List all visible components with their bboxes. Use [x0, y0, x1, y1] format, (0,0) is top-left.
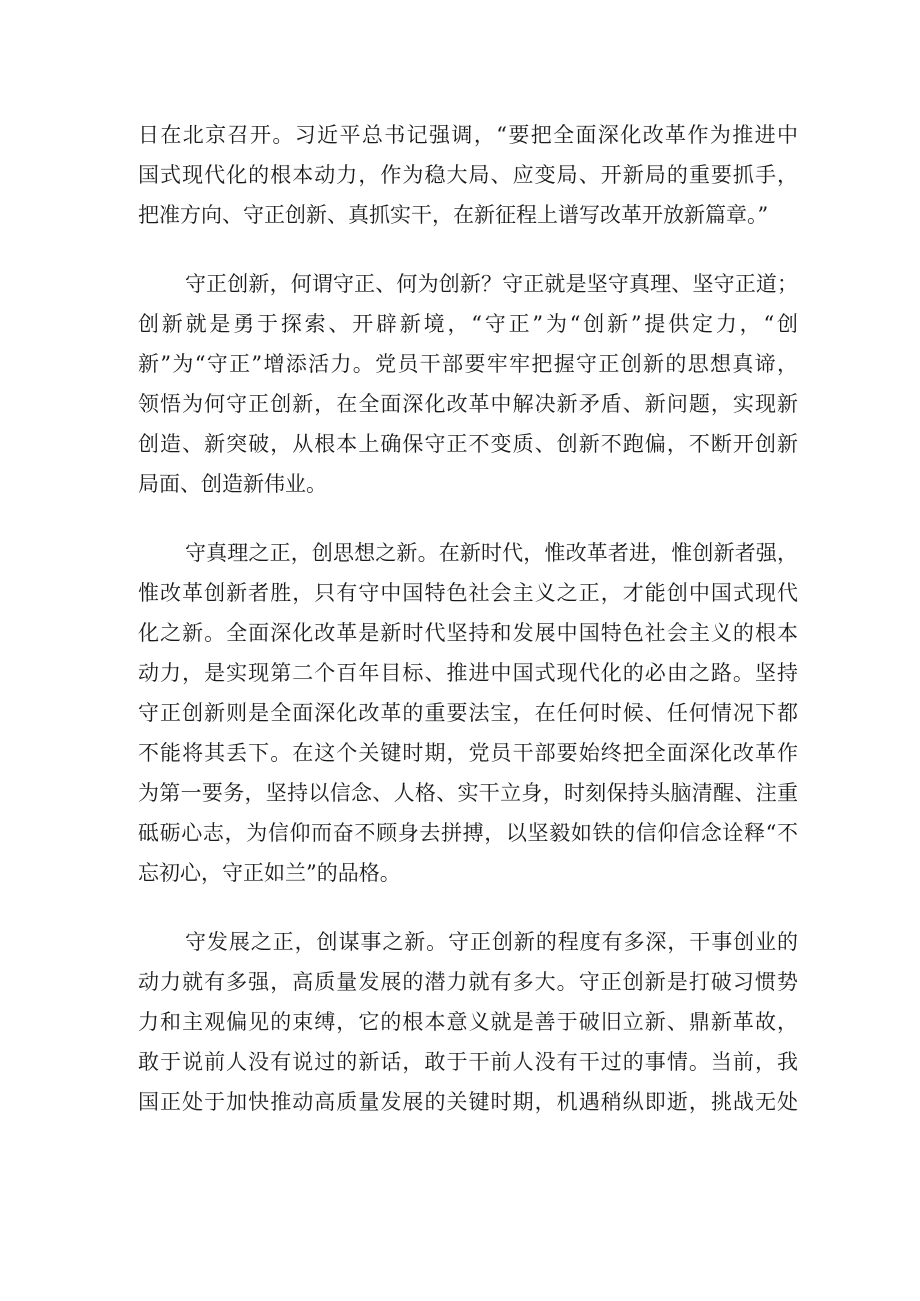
- text-line: 创造、新突破，从根本上确保守正不变质、创新不跑偏，不断开创新: [138, 432, 798, 456]
- text-line: 动力就有多强，高质量发展的潜力就有多大。守正创新是打破习惯势: [138, 970, 798, 994]
- text-line: 领悟为何守正创新，在全面深化改革中解决新矛盾、新问题，实现新: [138, 392, 798, 416]
- text-line: 敢于说前人没有说过的新话，敢于干前人没有干过的事情。当前，我: [138, 1050, 798, 1074]
- text-line: 为第一要务，坚持以信念、人格、实干立身，时刻保持头脑清醒、注重: [138, 781, 798, 805]
- text-line: 守发展之正，创谋事之新。守正创新的程度有多深，干事创业的: [185, 930, 798, 954]
- text-line: 把准方向、守正创新、真抓实干，在新征程上谱写改革开放新篇章。”: [138, 203, 769, 227]
- text-line: 局面、创造新伟业。: [138, 472, 327, 496]
- paragraph-1: [138, 115, 798, 235]
- text-line: 创新就是勇于探索、开辟新境，“守正”为“创新”提供定力，“创: [138, 312, 798, 336]
- paragraph-3: [138, 533, 798, 893]
- paragraph-2: [138, 264, 798, 504]
- text-line: 守正创新，何谓守正、何为创新？守正就是坚守真理、坚守正道；: [185, 272, 798, 296]
- text-line: 动力，是实现第二个百年目标、推进中国式现代化的必由之路。坚持: [138, 661, 798, 685]
- text-line: 国正处于加快推动高质量发展的关键时期，机遇稍纵即逝，挑战无处: [138, 1090, 798, 1114]
- text-line: 新”为“守正”增添活力。党员干部要牢牢把握守正创新的思想真谛，: [138, 352, 798, 376]
- text-line: 忘初心，守正如兰”的品格。: [138, 861, 401, 885]
- text-line: 不能将其丢下。在这个关键时期，党员干部要始终把全面深化改革作: [138, 741, 798, 765]
- text-line: 守正创新则是全面深化改革的重要法宝，在任何时候、任何情况下都: [138, 701, 798, 725]
- document-body: [138, 115, 798, 1122]
- text-line: 惟改革创新者胜，只有守中国特色社会主义之正，才能创中国式现代: [138, 581, 798, 605]
- text-line: 力和主观偏见的束缚，它的根本意义就是善于破旧立新、鼎新革故，: [138, 1010, 798, 1034]
- text-line: 守真理之正，创思想之新。在新时代，惟改革者进，惟创新者强，: [185, 541, 798, 565]
- paragraph-4: [138, 922, 798, 1122]
- text-line: 砥砺心志，为信仰而奋不顾身去拼搏，以坚毅如铁的信仰信念诠释“不: [138, 821, 798, 845]
- text-line: 化之新。全面深化改革是新时代坚持和发展中国特色社会主义的根本: [138, 621, 798, 645]
- text-line: 日在北京召开。习近平总书记强调，“要把全面深化改革作为推进中: [138, 123, 798, 147]
- text-line: 国式现代化的根本动力，作为稳大局、应变局、开新局的重要抓手，: [138, 163, 798, 187]
